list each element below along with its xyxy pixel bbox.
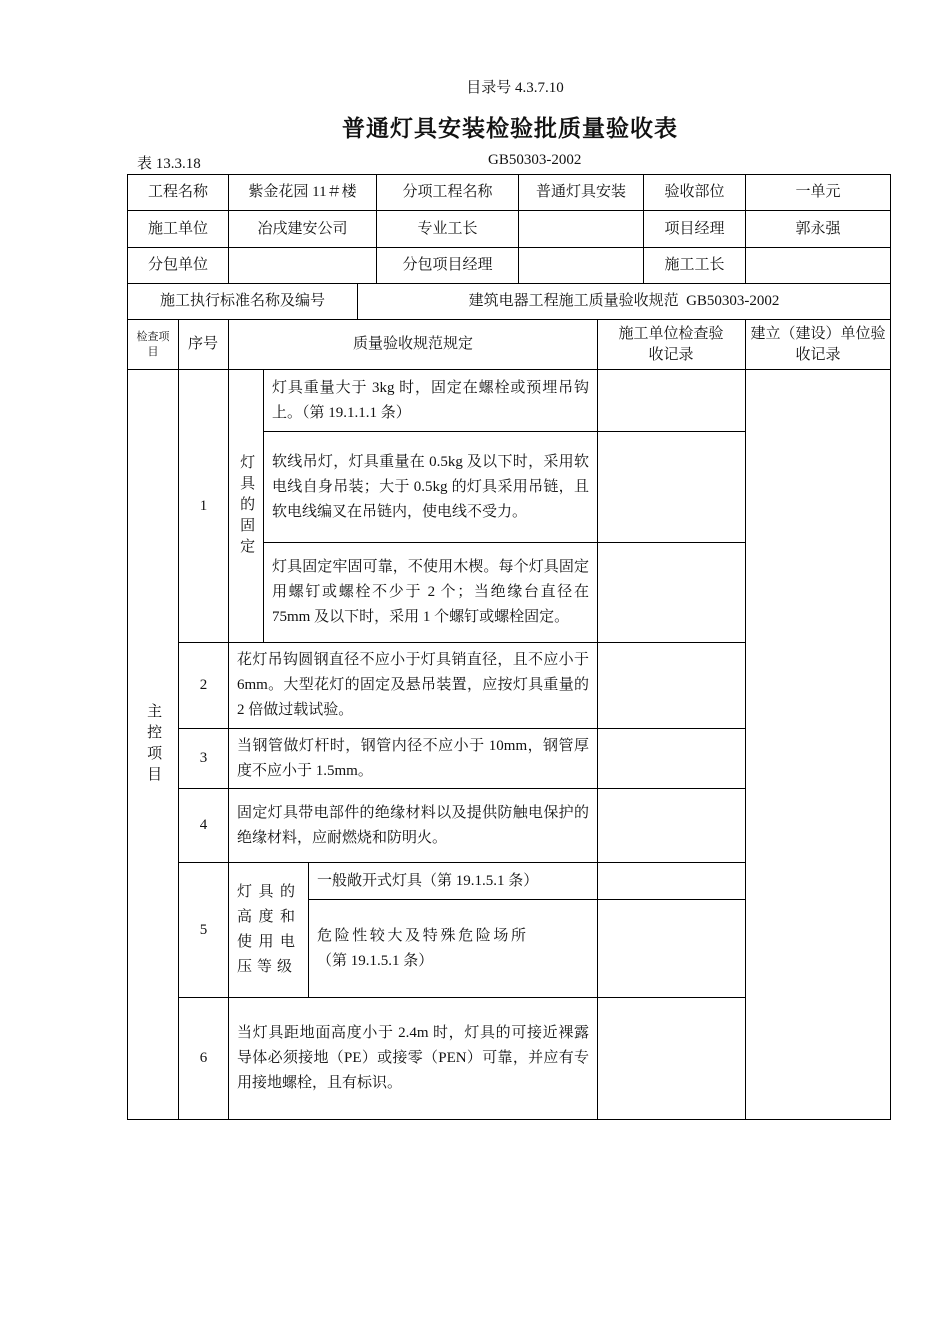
site-foreman-value [746,248,890,283]
row-5-seq: 5 [199,921,208,938]
foreman-label: 专业工长 [417,220,478,237]
exec-standard-value: 建筑电器工程施工质量验收规范 GB50303-2002 [468,293,780,310]
row-1-sub-1: 灯具重量大于 3kg 时，固定在螺栓或预埋吊钩上。（第 19.1.1.1 条） [272,379,589,421]
project-name-value: 紫金花园 11＃楼 [248,184,357,201]
row-5-category: 灯具的高度和使用电压等级 [237,884,300,975]
row-1-seq: 1 [199,497,208,514]
col-header-spec: 质量验收规范规定 [352,336,473,353]
catalog-number: 目录号 4.3.7.10 [466,80,564,96]
sub-project-label: 分项工程名称 [402,184,493,201]
sub-manager-label: 分包项目经理 [402,257,493,274]
project-name-label: 工程名称 [147,184,208,201]
acceptance-part-label: 验收部位 [664,184,725,201]
row-2-seq: 2 [199,677,208,694]
site-foreman-label: 施工工长 [664,257,725,274]
main-control-label: 主控项目 [145,702,162,787]
table-number: 表 13.3.18 [137,156,201,172]
project-manager-label: 项目经理 [664,220,725,237]
row-1-category: 灯具的固定 [238,453,255,559]
row-1-sub-2: 软线吊灯，灯具重量在 0.5kg 及以下时，采用软电线自身吊装；大于 0.5kg 的灯具采用吊链，且软电线编叉在吊链内，使电线不受力。 [272,453,589,520]
row-2-text: 花灯吊钩圆钢直径不应小于灯具销直径，且不应小于 6mm。大型花灯的固定及悬吊装置，应按灯具重量的 2 倍做过载试验。 [237,652,589,718]
row-1-sub-3: 灯具固定牢固可靠，不使用木楔。每个灯具固定用螺钉或螺栓不少于 2 个；当绝缘台直径在 75mm 及以下时，采用 1 个螺钉或螺栓固定。 [272,559,589,625]
subcontractor-label: 分包单位 [147,257,208,274]
subcontractor-value [229,248,376,283]
row-6-text: 当灯具距地面高度小于 2.4m 时，灯具的可接近裸露导体必须接地（PE）或接零（PEN）可靠，并应有专用接地螺栓，且有标识。 [237,1025,589,1091]
row-5-sub-1: 一般敞开式灯具（第 19.1.5.1 条） [317,872,539,889]
row-3-text: 当钢管做灯杆时，钢管内径不应小于 10mm，钢管厚度不应小于 1.5mm。 [237,737,589,779]
col-header-seq: 序号 [188,336,219,353]
row-3-seq: 3 [199,750,208,767]
sub-project-value: 普通灯具安装 [535,184,626,201]
col-header-supervision-check: 建立（建设）单位验收记录 [750,326,886,363]
standard-code: GB50303-2002 [488,152,582,168]
row-4-seq: 4 [199,817,208,834]
construction-unit-label: 施工单位 [147,220,208,237]
project-manager-value: 郭永强 [795,220,841,237]
col-header-construction-check: 施工单位检查验收记录 [618,326,724,363]
row-4-text: 固定灯具带电部件的绝缘材料以及提供防触电保护的绝缘材料，应耐燃烧和防明火。 [237,804,589,846]
sub-manager-value [519,248,643,283]
col-header-item: 检查项目 [136,330,170,358]
row-5-sub-2: 危险性较大及特殊危险场所（第 19.1.5.1 条） [317,927,526,969]
construction-unit-value: 冶戌建安公司 [257,220,348,237]
exec-standard-label: 施工执行标准名称及编号 [159,293,325,310]
acceptance-part-value: 一单元 [795,184,841,201]
document-title: 普通灯具安装检验批质量验收表 [342,116,678,142]
foreman-value [519,211,643,247]
row-6-seq: 6 [199,1050,208,1067]
